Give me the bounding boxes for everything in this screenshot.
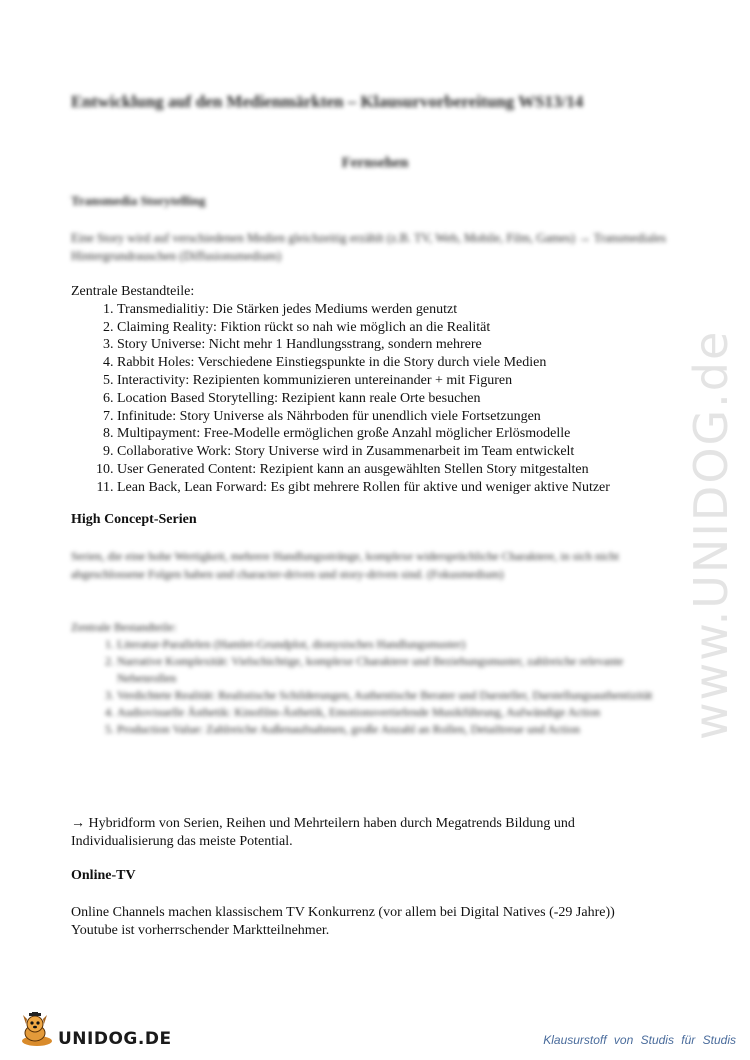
list-item: 1. Literatur-Parallelen (Hamlet-Grundplot, dionysisches Handlungsmuster) bbox=[117, 636, 681, 653]
list-item: 2. Claiming Reality: Fiktion rückt so nah wie möglich an die Realität bbox=[117, 319, 610, 337]
footer-tagline: Klausurstoff von Studis für Studis bbox=[543, 1033, 736, 1047]
transmedia-heading: Transmedia Storytelling bbox=[71, 193, 206, 208]
list-item: 11. Lean Back, Lean Forward: Es gibt mehrere Rollen für aktive und weniger aktive Nutzer bbox=[117, 479, 610, 497]
high-concept-list bbox=[71, 636, 681, 738]
list-item: 10. User Generated Content: Rezipient kann an ausgewählten Stellen Story mitgestalten bbox=[117, 461, 610, 479]
transmedia-components bbox=[71, 283, 610, 497]
list-item: 4. Audiovisuelle Ästhetik: Kinofilm-Ästhetik, Emotionsvertiefende Musikführung, Aufwändige Action bbox=[117, 704, 681, 721]
high-concept-components bbox=[71, 619, 681, 738]
online-tv-heading: Online-TV bbox=[71, 868, 136, 883]
transmedia-intro: Eine Story wird auf verschiedenen Medien gleichzeitig erzählt (z.B. TV, Web, Mobile, Film, Games) → Transmediales Hintergrundrauschen (Diffusionsmedium) bbox=[71, 231, 667, 263]
transmedia-list-label: Zentrale Bestandteile: bbox=[71, 284, 195, 299]
transmedia-list bbox=[71, 301, 610, 497]
list-item: 3. Story Universe: Nicht mehr 1 Handlungsstrang, sondern mehrere bbox=[117, 336, 610, 354]
online-tv-line-1: Online Channels machen klassischem TV Konkurrenz (vor allem bei Digital Natives (-29 Jahre)) bbox=[71, 905, 615, 920]
list-item: 8. Multipayment: Free-Modelle ermöglichen große Anzahl möglicher Erlösmodelle bbox=[117, 425, 610, 443]
list-item: 5. Interactivity: Rezipienten kommunizieren untereinander + mit Figuren bbox=[117, 372, 610, 390]
unidog-logo bbox=[18, 1012, 172, 1053]
list-item: 3. Verdichtete Realität: Realistische Schilderungen, Authentische Berater und Darsteller, Darstellungsauthentizität bbox=[117, 687, 681, 704]
list-item: 5. Production Value: Zahlreiche Außenaufnahmen, große Anzahl an Rollen, Detailtreue und Action bbox=[117, 721, 681, 738]
high-concept-list-label: Zentrale Bestandteile: bbox=[71, 620, 177, 634]
watermark-text: www.UNIDOG.de bbox=[684, 329, 738, 740]
logo-text: UNIDOG.DE bbox=[58, 1029, 172, 1049]
high-concept-conclusion: → Hybridform von Serien, Reihen und Mehrteilern haben durch Megatrends Bildung und Individualisierung das meiste Potential. bbox=[71, 816, 575, 849]
online-tv-line-2: Youtube ist vorherrschender Marktteilnehmer. bbox=[71, 922, 330, 938]
list-item: 4. Rabbit Holes: Verschiedene Einstiegspunkte in die Story durch viele Medien bbox=[117, 354, 610, 372]
section-heading: Fernsehen bbox=[341, 155, 409, 171]
high-concept-intro: Serien, die eine hohe Wertigkeit, mehrere Handlungsstränge, komplexe widersprüchliche Charaktere, in sich nicht abgeschlossene Folgen haben und character-driven und story-driven sind. (Fokusmedium) bbox=[71, 549, 619, 581]
list-item: 2. Narrative Komplexität: Vielschichtige, komplexe Charaktere und Beziehungsmuster, zahlreiche relevante Nebenrollen bbox=[117, 653, 681, 687]
list-item: 9. Collaborative Work: Story Universe wird in Zusammenarbeit im Team entwickelt bbox=[117, 443, 610, 461]
list-item: 1. Transmedialitiy: Die Stärken jedes Mediums werden genutzt bbox=[117, 301, 610, 319]
dog-mascot-icon bbox=[18, 1012, 56, 1053]
high-concept-heading: High Concept-Serien bbox=[71, 512, 197, 527]
document-title: Entwicklung auf den Medienmärkten – Klausurvorbereitung WS13/14 bbox=[71, 92, 584, 111]
list-item: 6. Location Based Storytelling: Rezipient kann reale Orte besuchen bbox=[117, 390, 610, 408]
list-item: 7. Infinitude: Story Universe als Nährboden für unendlich viele Fortsetzungen bbox=[117, 408, 610, 426]
online-tv-paragraph bbox=[71, 904, 671, 940]
